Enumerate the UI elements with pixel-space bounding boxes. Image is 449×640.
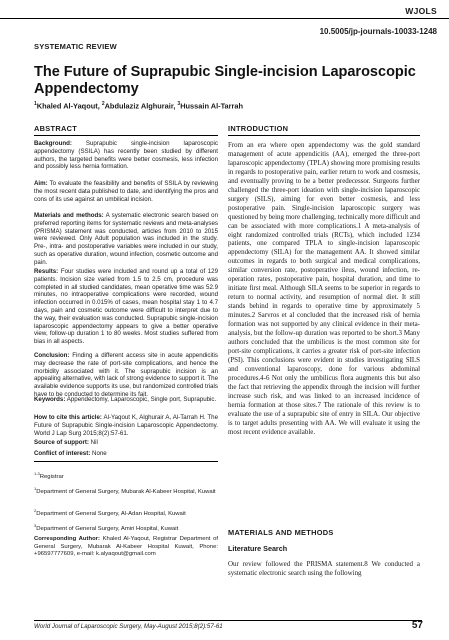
results-text: Four studies were included and round up a total of 129 patients. Incision size varied from 1.5 to 2.5 cm, procedure was completed in all studied candidates, mean operative time was 52.9 minutes, no intraoperative complications were recorded, wound infection occurred in 0.015% of cases, mean hospital stay 1 to 4.7 days, pain and cosmetic outcome were difficult to interpret due to the way, their evaluation was conducted. Suprapubic single-incision laparoscopic appendectomy appears to give a better operative view, follow-up duration 1 to 80 weeks. Most studies suffered from bias in all aspects. — [34, 268, 218, 346]
support-label: Source of support: — [34, 439, 89, 446]
page-number: 57 — [411, 620, 423, 631]
background-label: Background: — [34, 140, 72, 147]
abstract-conclusion — [34, 352, 218, 399]
section-label: SYSTEMATIC REVIEW — [34, 42, 117, 51]
conflict-text: None — [92, 450, 107, 457]
corresponding-author — [34, 536, 218, 559]
author-name: Abdulaziz Alghurair — [104, 101, 174, 111]
footnote-text: Registrar — [39, 473, 64, 480]
conflict-of-interest — [34, 450, 218, 458]
conclusion-text: Finding a different access site in acute appendicitis may decrease the rate of port-site complications, and hence the morbidity associated with it. The suprapubic incision is an appealing alternative, with lack of strong evidence to support it. The available evidence supports its use, but randomized controlled trials have to be conducted to determine its fait. — [34, 352, 218, 398]
footnote-sup: 3 — [34, 523, 37, 528]
background-text: Suprapubic single-incision laparoscopic appendectomy (SSILA) has recently been studied by different authors, the targeted benefits were better cosmesis, less infection and possibly less hernia formation. — [34, 140, 218, 171]
aim-text: To evaluate the feasibility and benefits of SSILA by reviewing the most recent data published to date, and identifying the pros and cons of its use against an umbilical incision. — [34, 180, 218, 203]
results-label: Results: — [34, 268, 59, 275]
article-title: The Future of Suprapubic Single-incision Laparoscopic Appendectomy — [34, 64, 416, 97]
author-sup: 3 — [177, 101, 181, 107]
author-sup: 2 — [101, 101, 105, 107]
cite-text: Al-Yaqout K, Alghurair A, Al-Tarrah H. The Future of Suprapubic Single-incision Laparoscopic Appendectomy. World J Lap Surg 2015;8(2):57-61. — [34, 414, 218, 437]
footnote-sup: 2 — [34, 508, 37, 513]
methods-paragraph: Our review followed the PRISMA statement.8 We conducted a systematic electronic search using the following — [228, 560, 420, 577]
footnote-text: Department of General Surgery, Mubarak Al-Kabeer Hospital, Kuwait — [36, 488, 216, 495]
footnote-sup: 1-3 — [34, 471, 40, 476]
abstract-aim — [34, 180, 218, 203]
how-to-cite — [34, 414, 218, 437]
abstract-background — [34, 140, 218, 171]
support-text: Nil — [90, 439, 98, 446]
author-name: Hussain Al-Tarrah — [180, 101, 244, 111]
abstract-methods — [34, 212, 218, 267]
cite-label: How to cite this article: — [34, 414, 102, 421]
doi: 10.5005/jp-journals-10033-1248 — [319, 27, 437, 36]
introduction-rule — [228, 135, 420, 136]
abstract-results — [34, 268, 218, 346]
footnote-affiliation-2 — [34, 507, 218, 519]
header-rule — [0, 18, 449, 19]
conflict-label: Conflict of interest: — [34, 450, 91, 457]
introduction-paragraph: From an era where open appendectomy was the gold standard management of acute appendicitis (AA), emerged the three-port laparoscopic appendectomy (TPLA) showing more promising results in regards to postoperative pain, earlier return to work and cosmesis, and eventually proving to be a better predecessor. Surgeons further challenged the three-port ideation with single-incision laparoscopic surgery (SILS), aiming for even better cosmesis, and less postoperative pain. Single-incision laparoscopic surgery was questioned by being more challenging, technically more difficult and can be associated with more complications.1 A meta-analysis of eight randomized controlled trials (RCTs), which included 1234 patients, one compared TPLA to single-incision laparoscopic appendectomy (SILA) for the management AA. It showed similar outcomes in regards to both surgical and medical complications, similar conversion rate, postoperative ileus, wound infection, re-operation rates, postoperative pain, hospital duration, and time to initiate first meal. Although SILA seems to be superior in regards to return to normal activity, and resumption of normal diet. It still stands behind in regards to operative time by approximately 5 minutes.2 Sarvros et al concluded that the increased risk of hernia formation was not supported by any clinical evidence in their meta-analysis, but the follow-up duration was reported to be short.3 Many authors concluded that the umbilicus is the most common site for port-site complications, it carries a greater risk of port-site infection (PSI). This conclusions were evident in studies investigating SILS and conventional laparoscopy, done for various abdominal procedures.4-6 Not only the umbilicus flora augments this but also the fact that retrieving the appendix through the incision will further increase such risk, and was linked to an increased incidence of hernia formation at those sites.7 The rationale of this review is to evaluate the use of a suprapubic site of entry in SILA. Our objective is to target adults presenting with AA. We will evaluate it using the most recent evidence available. — [228, 141, 420, 436]
introduction-heading: INTRODUCTION — [228, 124, 289, 133]
aim-label: Aim: — [34, 180, 48, 187]
footnote-registrar — [34, 470, 218, 482]
footnote-affiliation-3 — [34, 522, 218, 534]
footer-rule — [34, 620, 422, 621]
methods-label: Materials and methods: — [34, 212, 104, 219]
author-name: Khaled Al-Yaqout — [36, 101, 98, 111]
journal-abbrev: WJOLS — [405, 6, 437, 16]
abstract-heading: ABSTRACT — [34, 124, 78, 133]
methods-heading: MATERIALS AND METHODS — [228, 528, 334, 537]
abstract-keywords — [34, 396, 218, 404]
methods-text: A systematic electronic search based on preferred reporting items for systematic reviews and meta-analyses (PRISMA) statement was conducted, articles from 2010 to 2015 were reviewed. Only Adult population was included in the study. Pre-, intra- and postoperative variables were included in our study, such as operative duration, wound infection, cosmetic outcome and pain. — [34, 212, 218, 266]
footer-journal: World Journal of Laparoscopic Surgery, May-August 2015;8(2):57-61 — [34, 623, 223, 630]
footnote-text: Department of General Surgery, Amiri Hospital, Kuwait — [36, 525, 179, 532]
corr-text: Khaled Al-Yaqout, Registrar Department of General Surgery, Mubarak Al-Kabeer Hospital Kuwait, Phone: +96597777609, e-mail: k.alyaqout@gmail.com — [34, 536, 218, 558]
author-sup: 1 — [34, 101, 37, 107]
literature-search-heading: Literature Search — [228, 544, 288, 553]
footnote-affiliation-1 — [34, 485, 218, 497]
author-list: $^1$Khaled Al-Yaqout, $^2$Abdulaziz Alghurair, $^3$Hussain Al-Tarrah — [34, 101, 244, 111]
corr-label: Corresponding Author: — [34, 536, 100, 542]
conclusion-label: Conclusion: — [34, 352, 70, 359]
footnote-text: Department of General Surgery, Al-Adan Hospital, Kuwait — [36, 510, 186, 517]
footnote-rule — [34, 461, 218, 462]
abstract-rule — [34, 135, 218, 136]
keywords-label: Keywords: — [34, 396, 66, 403]
keywords-text: Appendectomy, Laparoscopic, Single port, Suprapubic. — [66, 396, 217, 403]
source-of-support — [34, 439, 218, 447]
footnote-sup: 1 — [34, 486, 37, 491]
